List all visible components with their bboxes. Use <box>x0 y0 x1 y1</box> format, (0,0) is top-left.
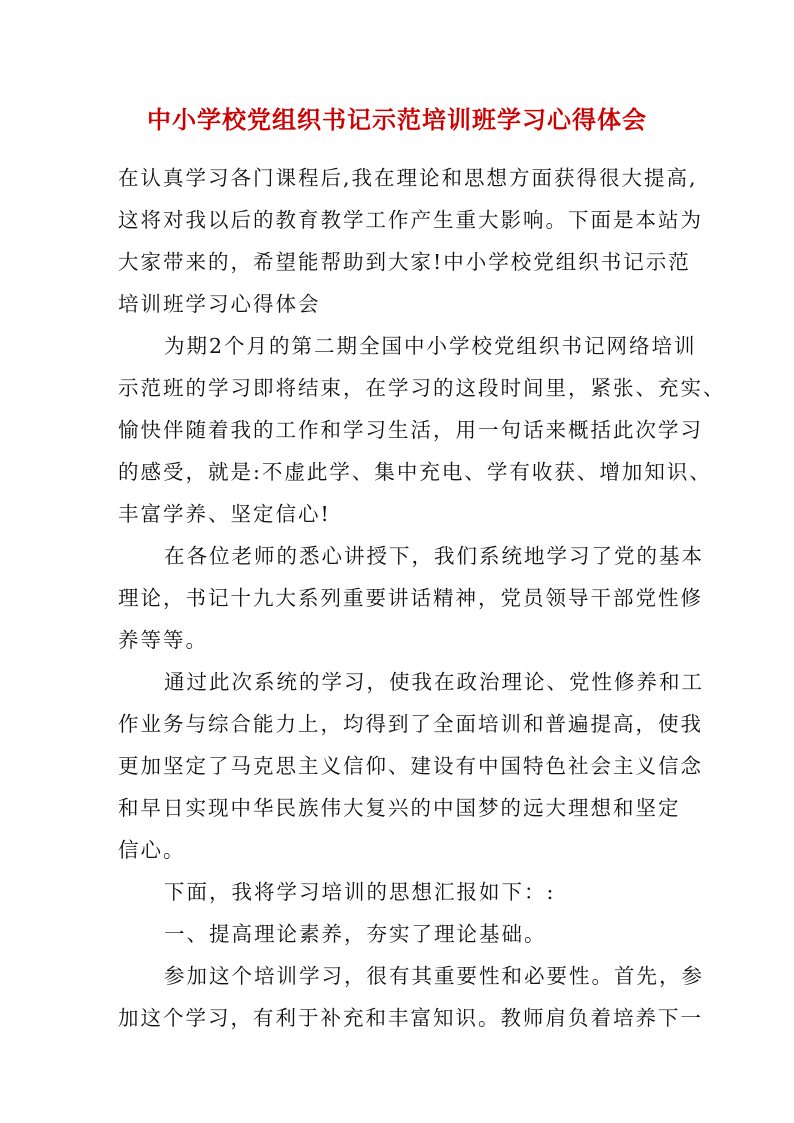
body-line: 作业务与综合能力上，均得到了全面培训和普遍提高，使我 <box>118 712 703 736</box>
body-line: 养等等。 <box>118 628 208 652</box>
body-line: 大家带来的，希望能帮助到大家!中小学校党组织书记示范 <box>118 250 691 274</box>
body-line: 参加这个培训学习，很有其重要性和必要性。首先，参 <box>164 964 704 988</box>
body-line: 为期2个月的第二期全国中小学校党组织书记网络培训 <box>164 334 697 358</box>
body-line: 示范班的学习即将结束，在学习的这段时间里，紧张、充实、 <box>118 376 726 400</box>
body-line: 愉快伴随着我的工作和学习生活，用一句话来概括此次学习 <box>118 418 703 442</box>
body-line: 理论，书记十九大系列重要讲话精神，党员领导干部党性修 <box>118 586 703 610</box>
body-line: 和早日实现中华民族伟大复兴的中国梦的远大理想和坚定 <box>118 796 681 820</box>
document-body <box>118 157 726 1039</box>
body-line: 培训班学习心得体会 <box>118 292 321 316</box>
body-line: 通过此次系统的学习，使我在政治理论、党性修养和工 <box>164 670 704 694</box>
body-line: 下面，我将学习培训的思想汇报如下：: <box>164 880 556 904</box>
body-line: 在各位老师的悉心讲授下，我们系统地学习了党的基本 <box>164 544 704 568</box>
body-line: 信心。 <box>118 838 186 862</box>
body-line: 丰富学养、坚定信心! <box>118 502 331 526</box>
body-line: 一、提高理论素养，夯实了理论基础。 <box>164 922 547 946</box>
document-title: 中小学校党组织书记示范培训班学习心得体会 <box>147 105 647 134</box>
body-line: 这将对我以后的教育教学工作产生重大影响。下面是本站为 <box>118 208 703 232</box>
body-line: 的感受，就是:不虚此学、集中充电、学有收获、增加知识、 <box>118 460 712 484</box>
body-line: 更加坚定了马克思主义信仰、建设有中国特色社会主义信念 <box>118 754 703 778</box>
body-line: 加这个学习，有利于补充和丰富知识。教师肩负着培养下一 <box>118 1006 703 1030</box>
body-line: 在认真学习各门课程后,我在理论和思想方面获得很大提高, <box>118 166 698 190</box>
